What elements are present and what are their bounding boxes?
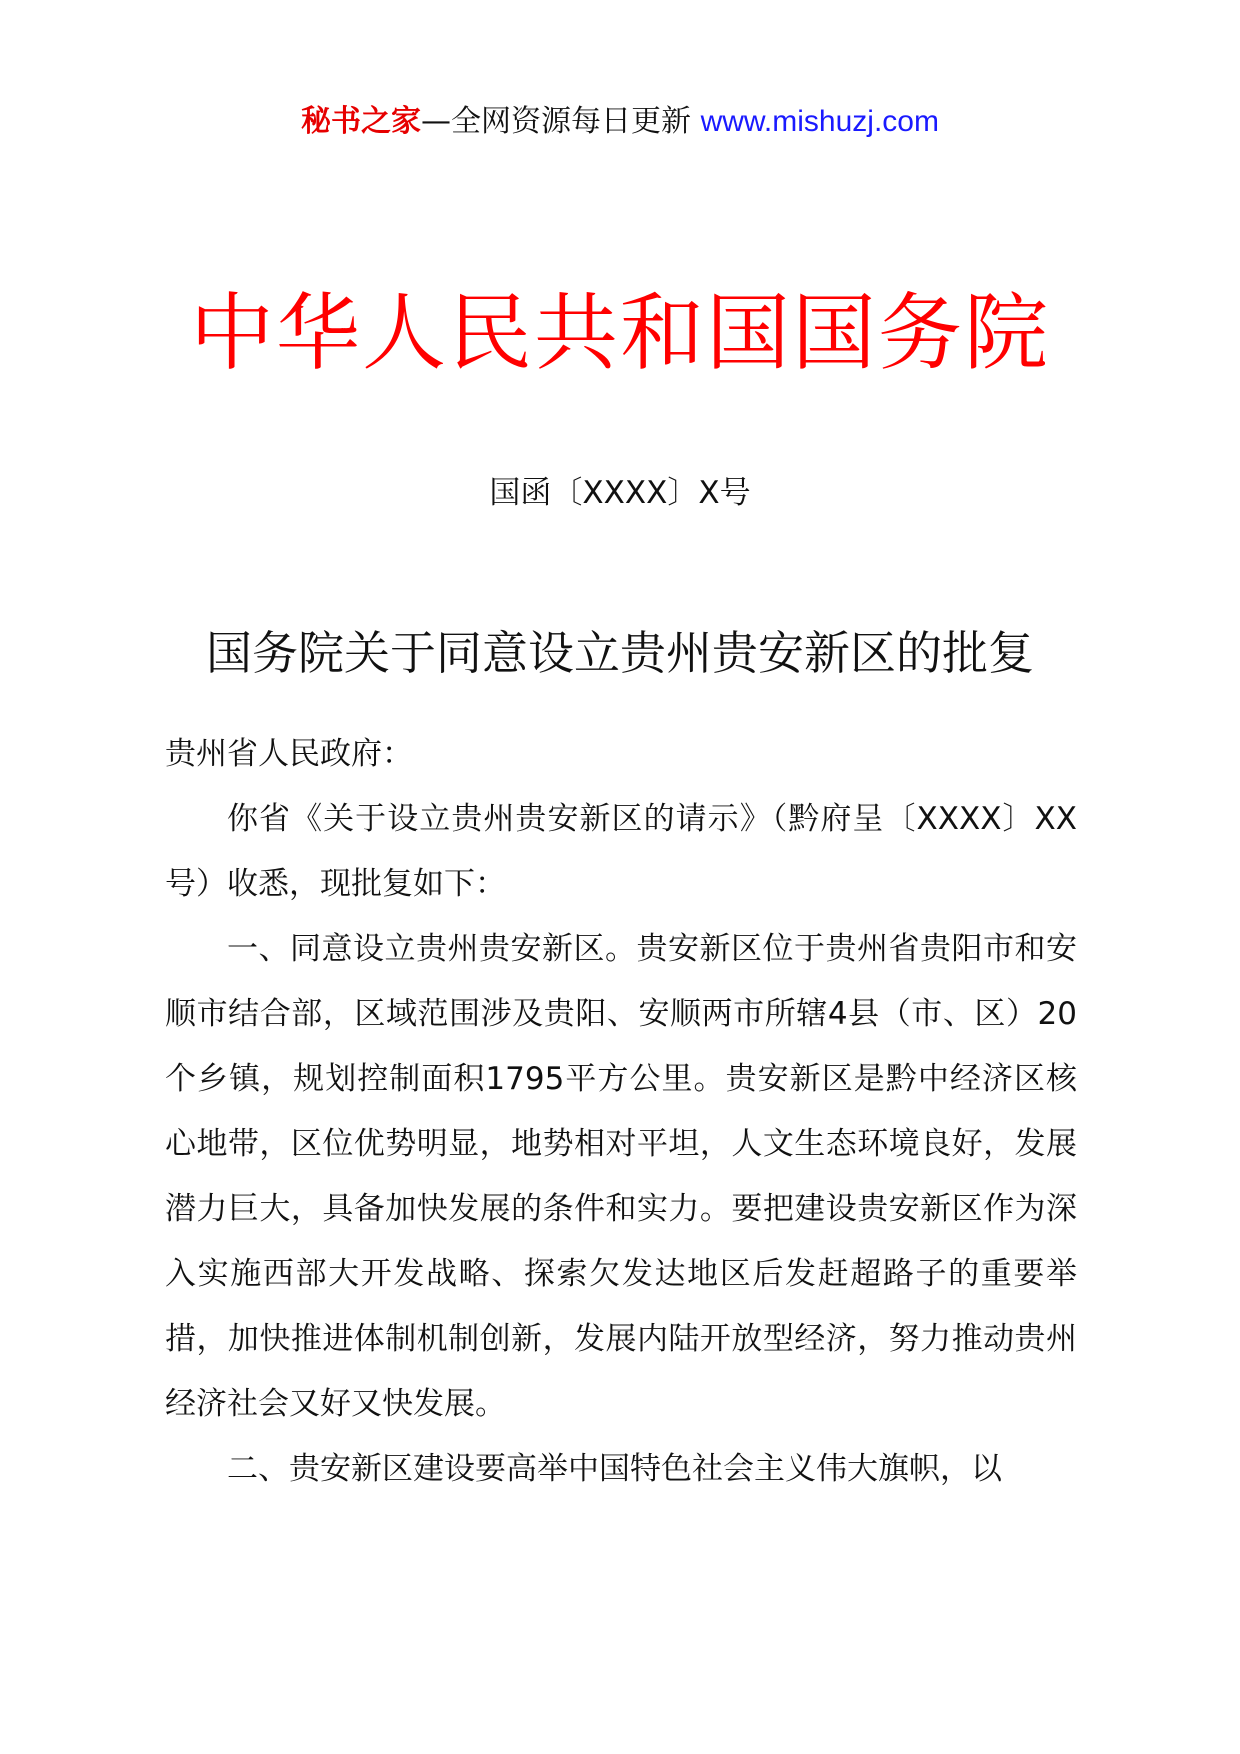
salutation: 贵州省人民政府： [165, 736, 413, 772]
document-body [165, 722, 1077, 1502]
body-paragraph: 一、同意设立贵州贵安新区。贵安新区位于贵州省贵阳市和安顺市结合部，区域范围涉及贵阳、安顺两市所辖4县（市、区）20个乡镇，规划控制面积1795平方公里。贵安新区是黔中经济区核心地带，区位优势明显，地势相对平坦，人文生态环境良好，发展潜力巨大，具备加快发展的条件和实力。要把建设贵安新区作为深入实施西部大开发战略、探索欠发达地区后发赶超路子的重要举措，加快推进体制机制创新，发展内陆开放型经济，努力推动贵州经济社会又好又快发展。 [165, 931, 1077, 1422]
body-paragraph: 二、贵安新区建设要高举中国特色社会主义伟大旗帜，以 [227, 1451, 1002, 1487]
document-number: 国函〔XXXX〕X号 [489, 475, 751, 511]
watermark-brand: 秘书之家 [301, 104, 422, 139]
watermark-url-link[interactable]: www.mishuzj.com [700, 105, 939, 138]
issuer-heading: 中华人民共和国国务院 [189, 284, 1050, 382]
body-paragraph: 你省《关于设立贵州贵安新区的请示》（黔府呈〔XXXX〕XX号）收悉，现批复如下： [165, 801, 1077, 902]
watermark-slogan: —全网资源每日更新 [421, 104, 701, 139]
watermark-banner [0, 100, 1240, 144]
document-title: 国务院关于同意设立贵州贵安新区的批复 [206, 626, 1034, 680]
